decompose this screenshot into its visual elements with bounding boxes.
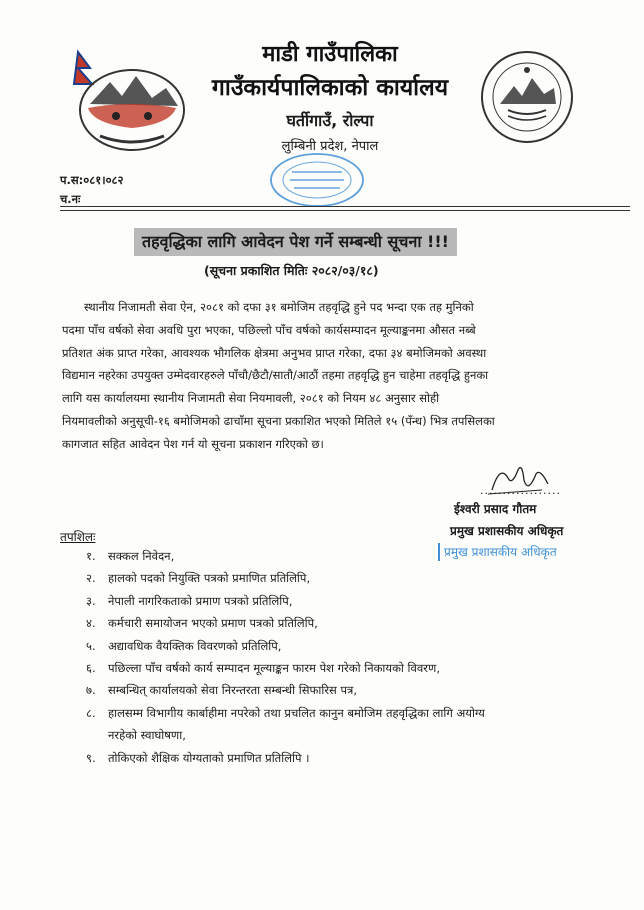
office-name: गाउँकार्यपालिकाको कार्यालय (211, 75, 449, 101)
list-number: ४. (86, 616, 96, 631)
list-number: ९. (86, 750, 96, 765)
list-text: पछिल्ला पाँच वर्षको कार्य सम्पादन मूल्याङ्कन फारम पेश गरेको निकायको विवरण, (108, 661, 440, 676)
list-number: ५. (86, 638, 96, 653)
list-item (86, 567, 606, 589)
list-text: सम्बन्धित् कार्यालयको सेवा निरन्तरता सम्बन्धी सिफारिस पत्र, (108, 683, 357, 698)
divider (60, 210, 630, 211)
list-number: १. (86, 549, 96, 563)
dispatch-number: च.नः (60, 192, 81, 206)
list-number (86, 724, 108, 746)
municipality-name: माडी गाउँपालिका (262, 42, 398, 67)
body-line: कागजात सहित आवेदन पेश गर्न यो सूचना प्रकाशन गरिएको छ। (62, 436, 324, 451)
list-item (86, 702, 606, 724)
signatory-designation: प्रमुख प्रशासकीय अधिकृत (450, 524, 564, 538)
attachments-list (86, 545, 606, 769)
body-line: प्रतिशत अंक प्राप्त गरेका, आवश्यक भौगलिक क्षेत्रमा अनुभव प्राप्त गरेका, दफा ३४ बमोजिमको अवस्था (62, 345, 487, 360)
list-text: तोकिएको शैक्षिक योग्यताको प्रमाणित प्रतिलिपि । (108, 750, 310, 765)
list-item (86, 679, 606, 701)
publish-date: (सूचना प्रकाशित मितिः २०८२/०३/१८) (204, 263, 379, 278)
body-line: स्थानीय निजामती सेवा ऐन, २०८१ को दफा ३१ बमोजिम तहवृद्धि हुने पद भन्दा एक तह मुनिको (84, 300, 474, 314)
reference-block (60, 171, 124, 209)
office-stamp-icon (262, 150, 372, 208)
list-text: हालसम्म विभागीय कार्बाहीमा नपरेको तथा प्रचलित कानुन बमोजिम तहवृद्धिका लागि अयोग्य (108, 705, 485, 720)
designation-stamp: प्रमुख प्रशासकीय अधिकृत (438, 543, 557, 561)
letterhead (180, 40, 480, 158)
letter-number: प.स:०८१।०८२ (60, 173, 124, 187)
list-text: सक्कल निवेदन, (108, 549, 175, 563)
list-number: २. (86, 571, 96, 586)
body-line: नियमावलीको अनुसूची-१६ बमोजिमको ढाचाँमा सूचना प्रकाशित भएको मितिले १५ (पँन्ध) भित्र तपसिलका (62, 413, 495, 428)
body-line: पदमा पाँच वर्षको सेवा अवधि पुरा भएका, पछिल्लो पाँच वर्षको कार्यसम्पादन मूल्याङ्कनमा औसत नब्बे (62, 322, 476, 337)
list-item (86, 545, 606, 567)
list-text: कर्मचारी समायोजन भएको प्रमाण पत्रको प्रतिलिपि, (108, 616, 318, 631)
office-address: घर्तीगाउँ, रोल्पा (286, 111, 374, 130)
list-item (86, 635, 606, 657)
body-line: विद्यमान नहरेका उपयुक्त उम्मेदवारहरुले पाँचौ/छैटौ/सातौ/आठौं तहमा तहवृद्धि हुन चाहेमा तहवृद्धि हुनका (62, 368, 489, 383)
notice-title: तहवृद्धिका लागि आवेदन पेश गर्ने सम्बन्धी सूचना !!! (134, 228, 457, 256)
notice-body (62, 296, 582, 456)
signature-line: .................. (480, 484, 561, 497)
list-item (86, 747, 606, 769)
nepal-emblem-icon (60, 44, 190, 156)
divider (60, 206, 630, 207)
list-number: ८. (86, 705, 96, 720)
province-line: लुम्बिनी प्रदेश, नेपाल (281, 139, 379, 154)
list-number: ६. (86, 661, 96, 676)
list-text: नरहेको स्वाघोषणा, (108, 728, 186, 743)
body-line: लागि यस कार्यालयमा स्थानीय निजामती सेवा नियमावली, २०८१ को नियम ४८ अनुसार सोही (62, 391, 440, 406)
list-number: ७. (86, 683, 96, 698)
list-text: नेपाली नागरिकताको प्रमाण पत्रको प्रतिलिपि, (108, 593, 293, 608)
attachments-heading: तपशिलः (60, 530, 96, 544)
list-text: अद्यावधिक वैयक्तिक विवरणको प्रतिलिपि, (108, 638, 282, 653)
list-text: हालको पदको नियुक्ति पत्रको प्रमाणित प्रतिलिपि, (108, 571, 311, 586)
municipality-logo-icon (478, 48, 576, 146)
list-item (86, 590, 606, 612)
list-item (86, 612, 606, 634)
list-item (86, 657, 606, 679)
list-number: ३. (86, 593, 96, 608)
signatory-name: ईश्वरी प्रसाद गौतम (454, 502, 537, 516)
list-item-continuation (86, 724, 606, 746)
